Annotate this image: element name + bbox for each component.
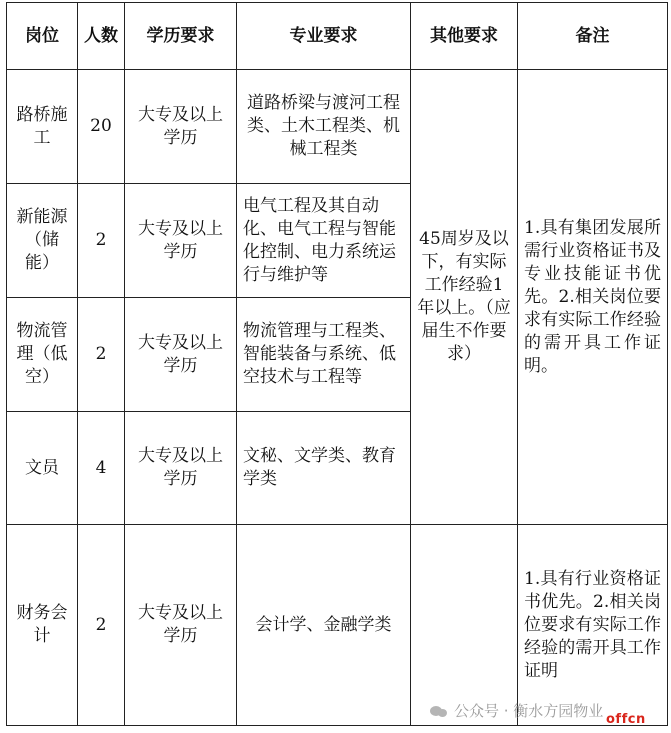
cell-major: 会计学、金融学类 <box>237 525 411 726</box>
header-remarks: 备注 <box>518 3 668 70</box>
cell-education: 大专及以上学历 <box>125 298 237 412</box>
cell-education: 大专及以上学历 <box>125 412 237 525</box>
header-major: 专业要求 <box>237 3 411 70</box>
cell-count: 2 <box>78 184 125 298</box>
table-row <box>7 525 668 726</box>
cell-other-requirement-empty <box>411 525 518 726</box>
cell-position: 路桥施工 <box>7 70 78 184</box>
header-other: 其他要求 <box>411 3 518 70</box>
cell-count: 20 <box>78 70 125 184</box>
cell-position: 新能源（储能） <box>7 184 78 298</box>
cell-major: 道路桥梁与渡河工程类、土木工程类、机械工程类 <box>237 70 411 184</box>
wechat-icon <box>430 704 448 718</box>
header-row <box>7 3 668 70</box>
cell-count: 4 <box>78 412 125 525</box>
cell-remarks-b: 1.具有行业资格证书优先。2.相关岗位要求有实际工作经验的需开具工作证明 <box>518 525 668 726</box>
table-row <box>7 70 668 184</box>
cell-major: 文秘、文学类、教育学类 <box>237 412 411 525</box>
cell-position: 财务会计 <box>7 525 78 726</box>
cell-position: 物流管理（低空） <box>7 298 78 412</box>
brand-logo: offcn <box>606 712 646 727</box>
cell-remarks-a: 1.具有集团发展所需行业资格证书及专业技能证书优先。2.相关岗位要求有实际工作经验的需开具工作证明。 <box>518 70 668 525</box>
watermark-text: 公众号 · 衡水方园物业 <box>454 702 604 720</box>
cell-education: 大专及以上学历 <box>125 525 237 726</box>
cell-count: 2 <box>78 525 125 726</box>
header-position: 岗位 <box>7 3 78 70</box>
header-education: 学历要求 <box>125 3 237 70</box>
cell-education: 大专及以上学历 <box>125 184 237 298</box>
cell-major: 电气工程及其自动化、电气工程与智能化控制、电力系统运行与维护等 <box>237 184 411 298</box>
cell-other-requirement: 45周岁及以下，有实际工作经验1年以上。（应届生不作要求） <box>411 70 518 525</box>
watermark <box>430 700 603 721</box>
cell-major: 物流管理与工程类、智能装备与系统、低空技术与工程等 <box>237 298 411 412</box>
cell-education: 大专及以上学历 <box>125 70 237 184</box>
recruitment-table <box>6 2 668 726</box>
header-count: 人数 <box>78 3 125 70</box>
cell-position: 文员 <box>7 412 78 525</box>
cell-count: 2 <box>78 298 125 412</box>
